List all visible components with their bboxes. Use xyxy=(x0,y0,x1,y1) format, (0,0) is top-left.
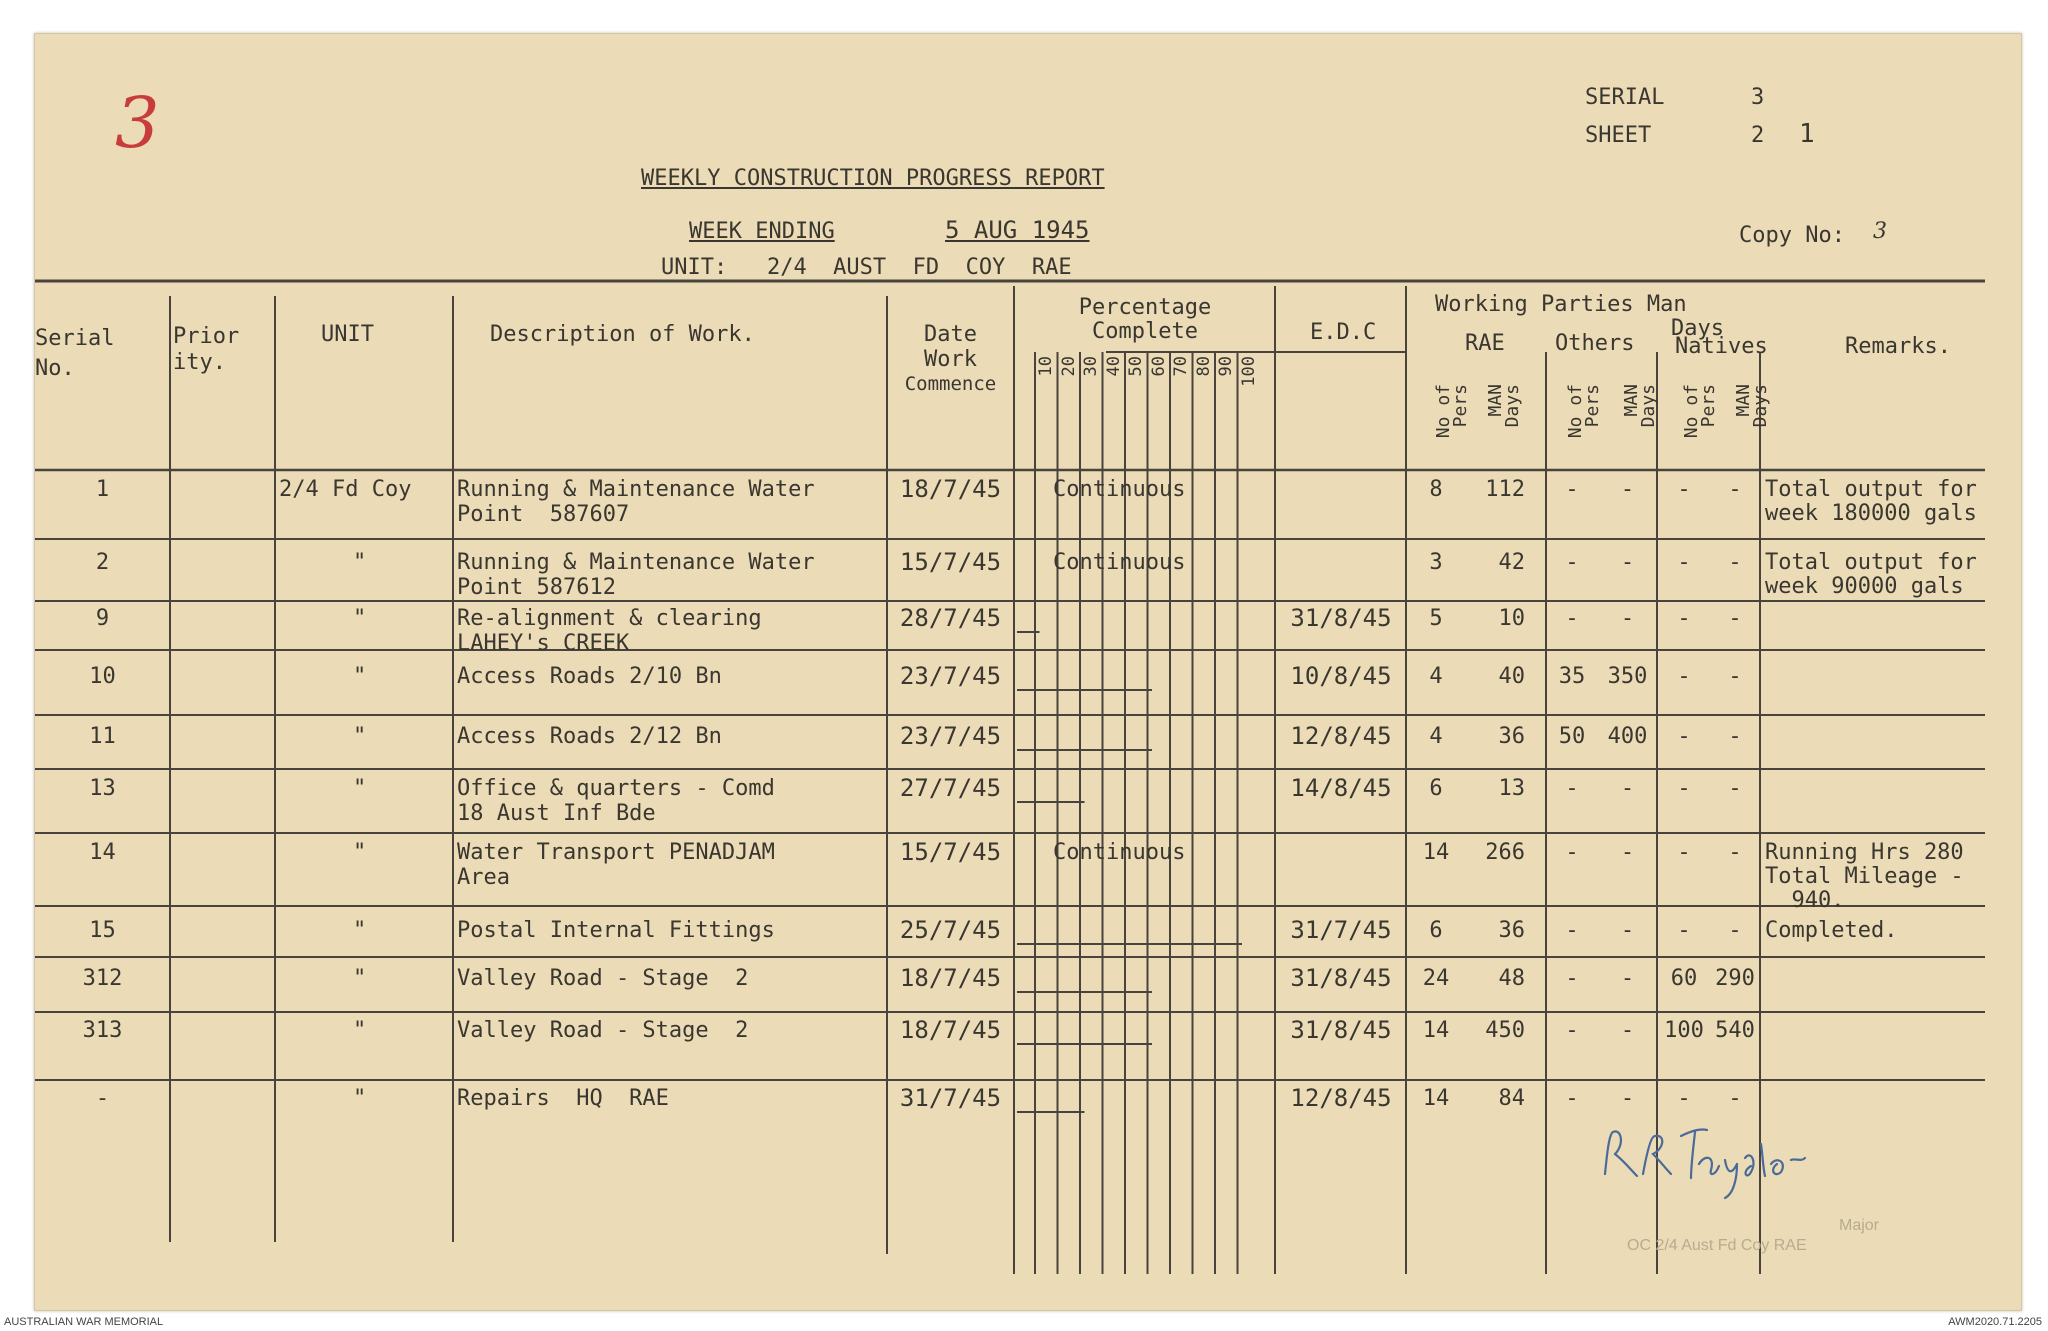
row-description: Repairs HQ RAE xyxy=(457,1086,669,1111)
row-rae-days: 112 xyxy=(1485,477,1525,502)
sheet-value: 2 xyxy=(1751,123,1765,148)
col-working-parties-header: Working Parties Man xyxy=(1435,292,1687,317)
row-edc: 12/8/45 xyxy=(1290,1084,1392,1112)
row-natives-pers: - xyxy=(1677,1086,1691,1111)
priority-header-line1: Prior xyxy=(173,324,240,349)
col-unit-header: UNIT xyxy=(321,322,374,347)
row-natives-pers: - xyxy=(1677,776,1691,801)
row-remarks: 940. xyxy=(1765,888,1845,913)
no-of-pers-label: No of xyxy=(1681,384,1702,439)
man-days-label: MAN xyxy=(1621,384,1642,417)
row-natives-pers: - xyxy=(1677,664,1691,689)
row-rae-pers: 4 xyxy=(1429,664,1443,689)
row-unit: " xyxy=(353,1018,367,1043)
col-priority-header xyxy=(173,324,239,376)
row-rae-days: 42 xyxy=(1498,550,1525,575)
row-serial: 15 xyxy=(89,918,116,943)
date-header-line1: Date xyxy=(924,322,977,347)
row-others-pers: 50 xyxy=(1558,724,1586,749)
row-date: 18/7/45 xyxy=(899,1016,1002,1044)
report-title: WEEKLY CONSTRUCTION PROGRESS REPORT xyxy=(641,166,1105,191)
percent-tick-label: 20 xyxy=(1058,356,1079,377)
row-others-days: 350 xyxy=(1607,664,1648,689)
row-unit: " xyxy=(353,966,367,991)
row-serial: 313 xyxy=(82,1018,123,1043)
row-date: 25/7/45 xyxy=(899,916,1002,944)
unit-line: UNIT: 2/4 AUST FD COY RAE xyxy=(661,255,1072,280)
row-natives-pers: - xyxy=(1677,918,1691,943)
col-serial-header xyxy=(35,324,114,384)
row-others-days: - xyxy=(1620,918,1635,943)
row-rae-pers: 14 xyxy=(1422,1018,1450,1043)
row-description: Point 587607 xyxy=(457,502,630,527)
row-remarks: Total output for xyxy=(1765,477,1977,502)
no-of-pers-label: Pers xyxy=(1582,384,1603,428)
row-rae-days: 40 xyxy=(1498,664,1525,689)
row-unit: " xyxy=(353,918,367,943)
row-description: Office & quarters - Comd xyxy=(457,776,775,801)
row-date: 27/7/45 xyxy=(899,774,1002,802)
row-unit: " xyxy=(353,724,367,749)
row-progress-text: Continuous xyxy=(1053,550,1186,575)
row-rae-days: 36 xyxy=(1498,724,1525,749)
col-percentage-header xyxy=(1020,296,1270,344)
priority-header-line2: ity. xyxy=(173,350,226,375)
row-serial: 2 xyxy=(95,550,110,575)
row-date: 23/7/45 xyxy=(899,722,1002,750)
row-date: 15/7/45 xyxy=(899,838,1002,866)
row-others-days: - xyxy=(1620,477,1635,502)
row-others-pers: - xyxy=(1565,918,1579,943)
row-natives-days: - xyxy=(1728,840,1742,865)
row-date: 18/7/45 xyxy=(899,475,1002,503)
man-days-label: MAN xyxy=(1733,384,1754,417)
copy-value: 3 xyxy=(1873,219,1887,244)
no-of-pers-label: Pers xyxy=(1698,384,1719,428)
row-progress-text: Continuous xyxy=(1053,477,1186,502)
row-others-pers: - xyxy=(1565,1086,1579,1111)
row-natives-pers: - xyxy=(1677,840,1691,865)
col-edc-header: E.D.C xyxy=(1310,320,1377,345)
man-days-label: Days xyxy=(1502,384,1523,428)
no-of-pers-label: No of xyxy=(1433,384,1454,439)
row-description: Area xyxy=(457,865,510,890)
row-others-pers: 35 xyxy=(1558,664,1586,689)
row-serial: 312 xyxy=(82,966,123,991)
row-edc: 31/8/45 xyxy=(1290,964,1392,992)
row-natives-days: - xyxy=(1728,477,1742,502)
row-serial: 13 xyxy=(89,776,116,801)
row-rae-pers: 6 xyxy=(1429,776,1443,801)
row-description: Valley Road - Stage 2 xyxy=(457,966,749,991)
signature xyxy=(1595,1114,1815,1204)
week-ending-value: 5 AUG 1945 xyxy=(945,216,1090,244)
row-natives-pers: - xyxy=(1677,550,1691,575)
serial-label: SERIAL xyxy=(1585,85,1665,110)
row-others-days: - xyxy=(1620,840,1635,865)
serial-header-line1: Serial xyxy=(35,326,115,351)
row-natives-days: - xyxy=(1728,606,1742,631)
row-natives-days: - xyxy=(1728,1086,1742,1111)
row-unit: " xyxy=(353,1086,367,1111)
row-serial: 11 xyxy=(89,724,116,749)
row-unit: " xyxy=(353,664,367,689)
percent-tick-label: 50 xyxy=(1126,356,1146,377)
row-natives-days: 540 xyxy=(1715,1018,1755,1043)
row-others-days: - xyxy=(1620,1018,1635,1043)
footer-right: AWM2020.71.2205 xyxy=(1948,1316,2042,1328)
handwritten-serial: 3 xyxy=(115,82,160,164)
row-description: 18 Aust Inf Bde xyxy=(457,801,656,826)
row-rae-pers: 24 xyxy=(1422,966,1450,991)
row-serial: 9 xyxy=(95,606,110,631)
row-others-days: - xyxy=(1620,606,1635,631)
row-rae-days: 450 xyxy=(1485,1018,1525,1043)
row-rae-pers: 3 xyxy=(1429,550,1443,575)
row-rae-days: 84 xyxy=(1498,1086,1525,1111)
row-rae-days: 13 xyxy=(1498,776,1525,801)
row-description: Re-alignment & clearing xyxy=(457,606,762,631)
row-natives-pers: 60 xyxy=(1670,966,1698,991)
row-rae-days: 48 xyxy=(1498,966,1525,991)
row-natives-pers: - xyxy=(1677,477,1691,502)
row-serial: - xyxy=(95,1086,110,1111)
row-natives-days: 290 xyxy=(1715,966,1755,991)
row-progress-text: Continuous xyxy=(1053,840,1186,865)
row-others-pers: - xyxy=(1565,477,1579,502)
signature-unit: OC 2/4 Aust Fd Coy RAE xyxy=(1627,1237,1807,1254)
row-edc: 12/8/45 xyxy=(1290,722,1392,750)
row-rae-pers: 14 xyxy=(1422,1086,1450,1111)
row-rae-days: 10 xyxy=(1498,606,1525,631)
row-rae-pers: 14 xyxy=(1422,840,1450,865)
row-remarks: Running Hrs 280 xyxy=(1765,840,1964,865)
date-header-line2: Work xyxy=(924,347,977,372)
row-edc: 31/8/45 xyxy=(1290,1016,1392,1044)
sheet-label: SHEET xyxy=(1585,123,1652,148)
row-unit: " xyxy=(353,840,367,865)
row-serial: 14 xyxy=(89,840,116,865)
no-of-pers-label: No of xyxy=(1565,384,1586,439)
row-serial: 1 xyxy=(95,477,110,502)
row-remarks: Total output for xyxy=(1765,550,1977,575)
date-header-line3: Commence xyxy=(904,373,997,395)
signature-title: Major xyxy=(1839,1217,1880,1234)
row-natives-days: - xyxy=(1728,724,1742,749)
serial-header-line2: No. xyxy=(35,356,75,381)
row-edc: 31/7/45 xyxy=(1290,916,1392,944)
row-serial: 10 xyxy=(89,664,116,689)
row-unit: 2/4 Fd Coy xyxy=(279,477,412,502)
row-natives-days: - xyxy=(1728,918,1742,943)
man-days-label: MAN xyxy=(1485,384,1506,417)
row-edc: 31/8/45 xyxy=(1290,604,1392,632)
percentage-header-line2: Complete xyxy=(1092,319,1198,344)
sheet-of: 1 xyxy=(1799,119,1815,149)
row-natives-pers: 100 xyxy=(1664,1018,1704,1043)
row-others-days: 400 xyxy=(1607,724,1648,749)
row-rae-pers: 8 xyxy=(1429,477,1443,502)
percent-tick-label: 30 xyxy=(1081,356,1101,377)
row-rae-days: 36 xyxy=(1498,918,1525,943)
row-others-pers: - xyxy=(1565,1018,1579,1043)
row-edc: 10/8/45 xyxy=(1290,662,1392,690)
row-others-pers: - xyxy=(1565,966,1579,991)
row-natives-days: - xyxy=(1728,550,1742,575)
row-description: Point 587612 xyxy=(457,575,616,600)
row-others-pers: - xyxy=(1565,840,1579,865)
row-description: Access Roads 2/10 Bn xyxy=(457,664,722,689)
row-rae-pers: 6 xyxy=(1429,918,1443,943)
row-rae-pers: 5 xyxy=(1429,606,1443,631)
row-natives-days: - xyxy=(1728,776,1742,801)
row-unit: " xyxy=(353,550,367,575)
row-description: LAHEY's CREEK xyxy=(457,631,630,656)
row-date: 28/7/45 xyxy=(899,604,1002,632)
col-remarks-header: Remarks. xyxy=(1845,334,1951,359)
percent-tick-label: 10 xyxy=(1036,356,1056,377)
percent-tick-label: 60 xyxy=(1148,356,1169,377)
row-date: 31/7/45 xyxy=(899,1084,1002,1112)
row-natives-pers: - xyxy=(1677,724,1691,749)
percent-tick-label: 80 xyxy=(1193,356,1214,377)
row-remarks: Total Mileage - xyxy=(1765,864,1964,889)
row-others-pers: - xyxy=(1565,606,1579,631)
row-date: 18/7/45 xyxy=(899,964,1002,992)
row-rae-pers: 4 xyxy=(1429,724,1443,749)
row-natives-days: - xyxy=(1728,664,1742,689)
row-others-days: - xyxy=(1620,966,1635,991)
row-others-days: - xyxy=(1620,1086,1635,1111)
percent-tick-label: 90 xyxy=(1216,356,1236,377)
col-description-header: Description of Work. xyxy=(490,322,755,347)
row-unit: " xyxy=(353,776,367,801)
serial-value: 3 xyxy=(1751,85,1765,110)
row-remarks: week 180000 gals xyxy=(1765,501,1977,526)
row-description: Access Roads 2/12 Bn xyxy=(457,724,722,749)
row-others-pers: - xyxy=(1565,550,1579,575)
row-date: 23/7/45 xyxy=(899,662,1002,690)
row-natives-pers: - xyxy=(1677,606,1691,631)
col-rae-header: RAE xyxy=(1465,331,1505,356)
row-description: Water Transport PENADJAM xyxy=(457,840,775,865)
man-days-label: Days xyxy=(1750,384,1771,428)
col-days-header: Days xyxy=(1671,316,1724,341)
row-description: Running & Maintenance Water xyxy=(457,550,815,575)
footer-left: AUSTRALIAN WAR MEMORIAL xyxy=(4,1316,164,1328)
report-sheet xyxy=(34,33,2022,1311)
week-ending-label: WEEK ENDING xyxy=(689,219,835,244)
row-description: Postal Internal Fittings xyxy=(457,918,775,943)
percent-tick-label: 100 xyxy=(1238,356,1259,387)
percent-tick-label: 70 xyxy=(1171,356,1191,377)
no-of-pers-label: Pers xyxy=(1450,384,1471,428)
row-description: Running & Maintenance Water xyxy=(457,477,815,502)
row-others-pers: - xyxy=(1565,776,1579,801)
col-natives-header: Natives xyxy=(1675,334,1768,359)
row-others-days: - xyxy=(1620,776,1635,801)
percent-tick-label: 40 xyxy=(1103,356,1124,377)
row-description: Valley Road - Stage 2 xyxy=(457,1018,749,1043)
row-others-days: - xyxy=(1620,550,1635,575)
copy-label: Copy No: xyxy=(1739,223,1845,248)
col-others-header: Others xyxy=(1555,331,1635,356)
col-date-header xyxy=(887,322,1014,397)
row-date: 15/7/45 xyxy=(899,548,1002,576)
percentage-header-line1: Percentage xyxy=(1078,295,1212,320)
row-remarks: week 90000 gals xyxy=(1765,574,1964,599)
row-unit: " xyxy=(353,606,367,631)
man-days-label: Days xyxy=(1638,384,1659,428)
row-remarks: Completed. xyxy=(1765,918,1898,943)
row-rae-days: 266 xyxy=(1485,840,1525,865)
row-edc: 14/8/45 xyxy=(1290,774,1392,802)
